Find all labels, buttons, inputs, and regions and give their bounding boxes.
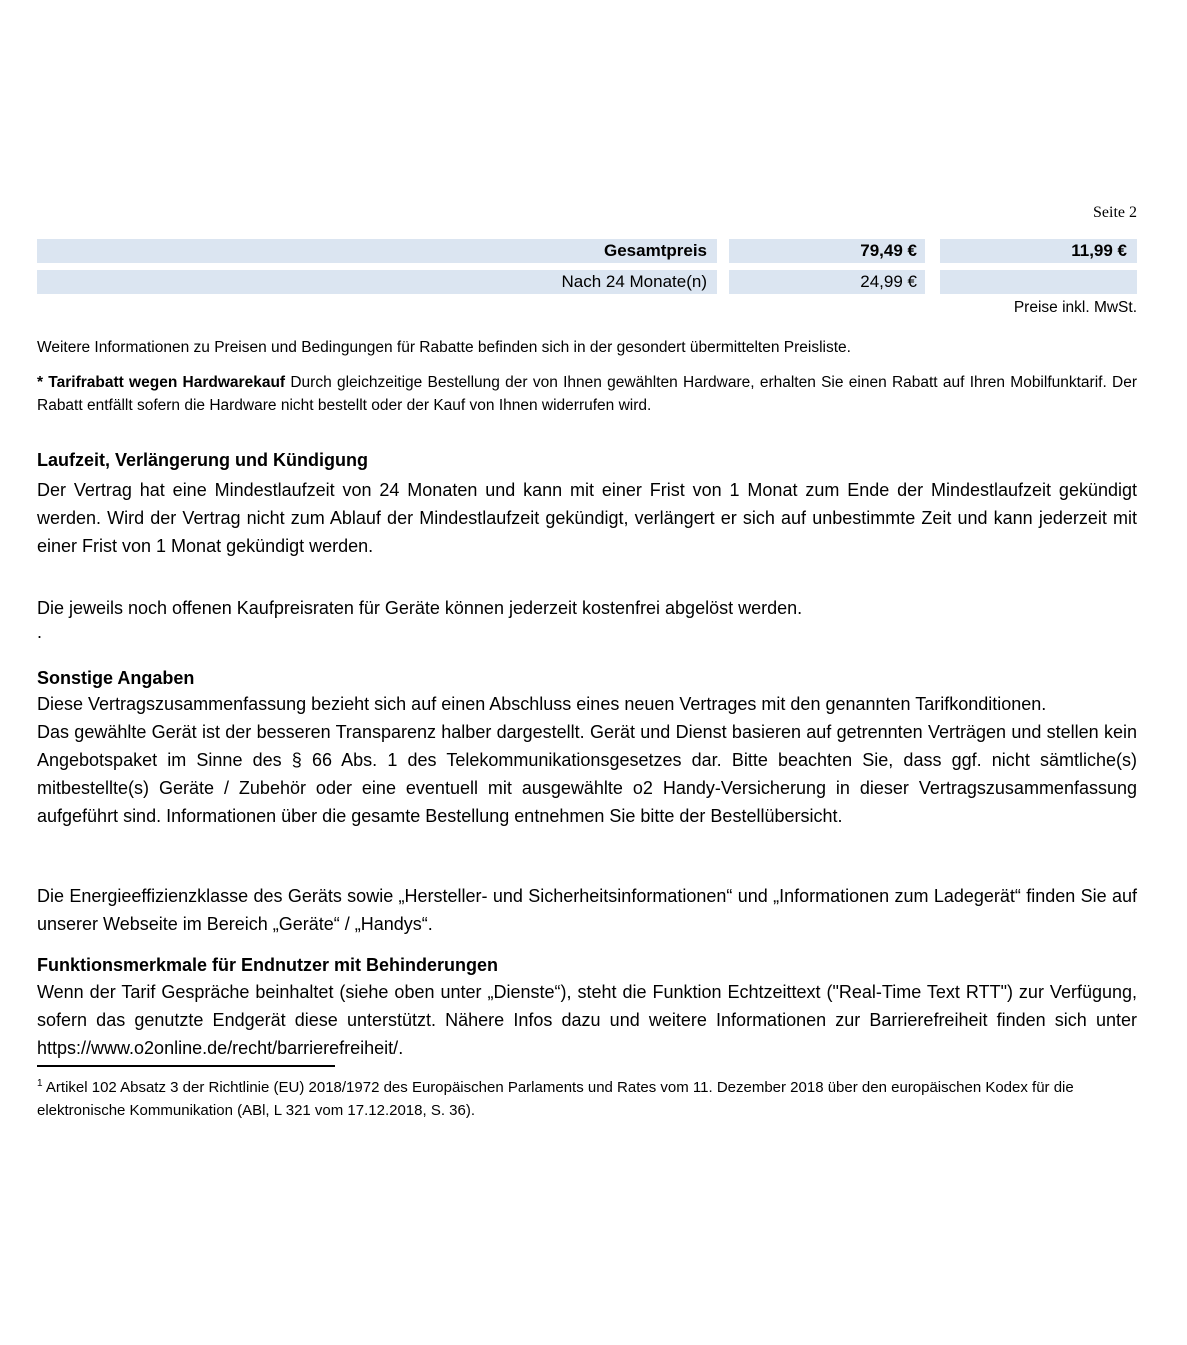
price-row-nach-24-monaten bbox=[37, 270, 1137, 294]
footnote-marker: 1 bbox=[37, 1078, 43, 1089]
price-value-cell: 11,99 € bbox=[940, 239, 1137, 263]
price-table bbox=[37, 239, 1137, 301]
rabatt-info-note: Weitere Informationen zu Preisen und Bedingungen für Rabatte befinden sich in der gesondert übermittelten Preisliste. bbox=[37, 339, 851, 356]
footnote bbox=[37, 1076, 1137, 1122]
paragraph-vertragszusammenfassung: Diese Vertragszusammenfassung bezieht sich auf einen Abschluss eines neuen Vertrages mit den genannten Tarifkonditionen. bbox=[37, 694, 1047, 714]
barrierefreiheit-url[interactable]: https://www.o2online.de/recht/barrierefreiheit/ bbox=[37, 1038, 399, 1058]
heading-sonstige-angaben: Sonstige Angaben bbox=[37, 668, 195, 688]
funktionsmerkmale-text: Wenn der Tarif Gespräche beinhaltet (siehe oben unter „Dienste“), steht die Funktion Echtzeittext ("Real-Time Text RTT") zur Verfügung, sofern das genutzte Endgerät diese unterstützt. Nähere Infos dazu und weitere Informationen zur Barrierefreiheit finden sich unter bbox=[37, 982, 1137, 1030]
footnote-divider bbox=[37, 1065, 335, 1067]
heading-laufzeit: Laufzeit, Verlängerung und Kündigung bbox=[37, 450, 368, 470]
price-label-cell: Nach 24 Monate(n) bbox=[37, 270, 717, 294]
footnote-text: Artikel 102 Absatz 3 der Richtlinie (EU) 2018/1972 des Europäischen Parlaments und Rates vom 11. Dezember 2018 über den europäischen Kodex für die elektronische Kommunikation (ABl, L 321 vom 17.12.2018, S. 36). bbox=[37, 1079, 1074, 1119]
stray-period: . bbox=[37, 622, 43, 642]
price-value-cell: 24,99 € bbox=[729, 270, 925, 294]
paragraph-funktionsmerkmale bbox=[37, 978, 1137, 1062]
heading-funktionsmerkmale: Funktionsmerkmale für Endnutzer mit Behinderungen bbox=[37, 955, 499, 975]
price-value-cell: 79,49 € bbox=[729, 239, 925, 263]
price-label-cell: Gesamtpreis bbox=[37, 239, 717, 263]
price-row-gesamtpreis bbox=[37, 239, 1137, 263]
tarifrabatt-bold-lead: * Tarifrabatt wegen Hardwarekauf bbox=[37, 374, 286, 391]
price-value-cell bbox=[940, 270, 1137, 294]
tarifrabatt-paragraph bbox=[37, 371, 1137, 417]
paragraph-energieeffizienz: Die Energieeffizienzklasse des Geräts sowie „Hersteller- und Sicherheitsinformationen“ und „Informationen zum Ladegerät“ finden Sie auf unserer Webseite im Bereich „Geräte“ / „Handys“. bbox=[37, 886, 1137, 934]
paragraph-gewaehltes-geraet: Das gewählte Gerät ist der besseren Transparenz halber dargestellt. Gerät und Dienst basieren auf getrennten Verträgen und stellen kein Angebotspaket im Sinne des § 66 Abs. 1 des Telekommunikationsgesetzes dar. Bitte beachten Sie, dass ggf. nicht sämtliche(s) mitbestellte(s) Geräte / Zubehör oder eine eventuell mit ausgewählte o2 Handy-Versicherung in dieser Vertragszusammenfassung aufgeführt sind. Informationen über die gesamte Bestellung entnehmen Sie bitte der Bestellübersicht. bbox=[37, 722, 1137, 826]
tax-note: Preise inkl. MwSt. bbox=[1013, 299, 1137, 316]
paragraph-kaufpreisraten: Die jeweils noch offenen Kaufpreisraten für Geräte können jederzeit kostenfrei abgelöst werden. bbox=[37, 598, 803, 618]
funktionsmerkmale-text-end: . bbox=[398, 1038, 404, 1058]
tarifrabatt-text: Durch gleichzeitige Bestellung der von Ihnen gewählten Hardware, erhalten Sie einen Rabatt auf Ihren Mobilfunktarif. Der Rabatt entfällt sofern die Hardware nicht bestellt oder der Kauf von Ihnen widerrufen wird. bbox=[37, 374, 1138, 414]
section-sonstige-angaben bbox=[37, 690, 1137, 830]
paragraph-laufzeit: Der Vertrag hat eine Mindestlaufzeit von 24 Monaten und kann mit einer Frist von 1 Monat zum Ende der Mindestlaufzeit gekündigt werden. Wird der Vertrag nicht zum Ablauf der Mindestlaufzeit gekündigt, verlängert er sich auf unbestimmte Zeit und kann jederzeit mit einer Frist von 1 Monat gekündigt werden. bbox=[37, 480, 1137, 556]
page-number: Seite 2 bbox=[1093, 204, 1137, 221]
